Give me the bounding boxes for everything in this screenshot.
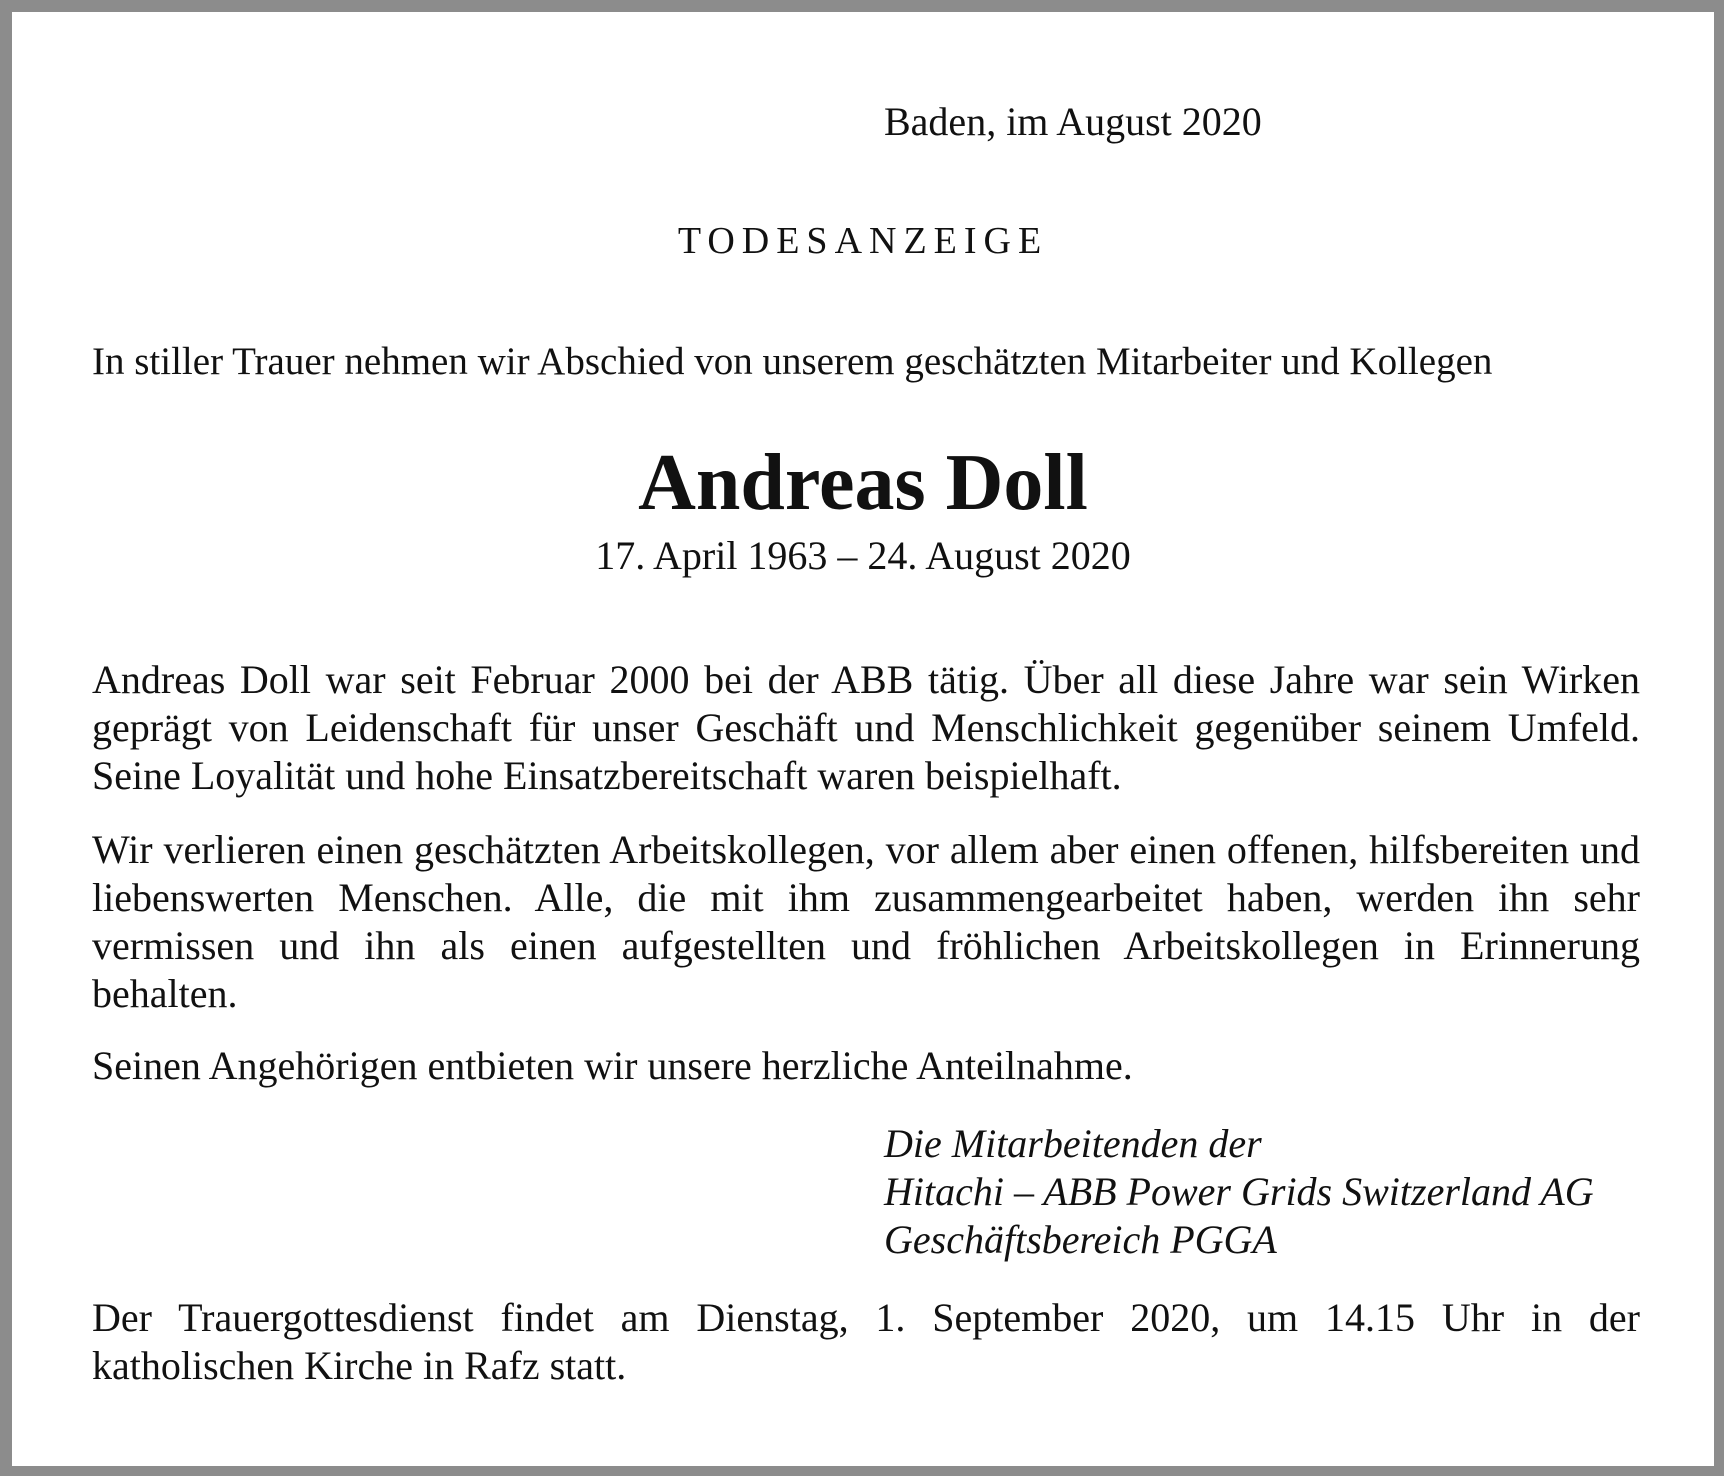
- notice-title: TODESANZEIGE: [677, 220, 1049, 262]
- obituary-page: [12, 12, 1714, 1466]
- paragraph-tribute: Wir verlieren einen geschätzten Arbeitskollegen, vor allem aber einen offenen, hilfsbereiten und liebenswerten Menschen. Alle, die mit ihm zusammengearbeitet haben, werden ihn sehr vermissen und ihn als einen aufgestellten und fröhlichen Arbeitskollegen in Erinnerung behalten.: [92, 827, 1640, 1016]
- service-info: Der Trauergottesdienst findet am Dienstag, 1. September 2020, um 14.15 Uhr in der katholischen Kirche in Rafz statt.: [92, 1295, 1640, 1388]
- deceased-name: Andreas Doll: [638, 439, 1088, 527]
- signature-line: Die Mitarbeitenden der: [884, 1121, 1262, 1166]
- life-dates: 17. April 1963 – 24. August 2020: [595, 533, 1131, 578]
- signature-line: Hitachi – ABB Power Grids Switzerland AG: [884, 1169, 1594, 1214]
- paragraph-condolence: Seinen Angehörigen entbieten wir unsere herzliche Anteilnahme.: [92, 1043, 1133, 1088]
- signature-block: [884, 1120, 1594, 1264]
- paragraph-career: Andreas Doll war seit Februar 2000 bei der ABB tätig. Über all diese Jahre war sein Wirken geprägt von Leidenschaft für unser Geschäft und Menschlichkeit gegenüber seinem Umfeld. Seine Loyalität und hohe Einsatzbereitschaft waren beispielhaft.: [92, 657, 1640, 798]
- signature-line: Geschäftsbereich PGGA: [884, 1217, 1277, 1262]
- place-date: Baden, im August 2020: [884, 99, 1262, 144]
- intro-text: In stiller Trauer nehmen wir Abschied von unserem geschätzten Mitarbeiter und Kollegen: [92, 340, 1493, 383]
